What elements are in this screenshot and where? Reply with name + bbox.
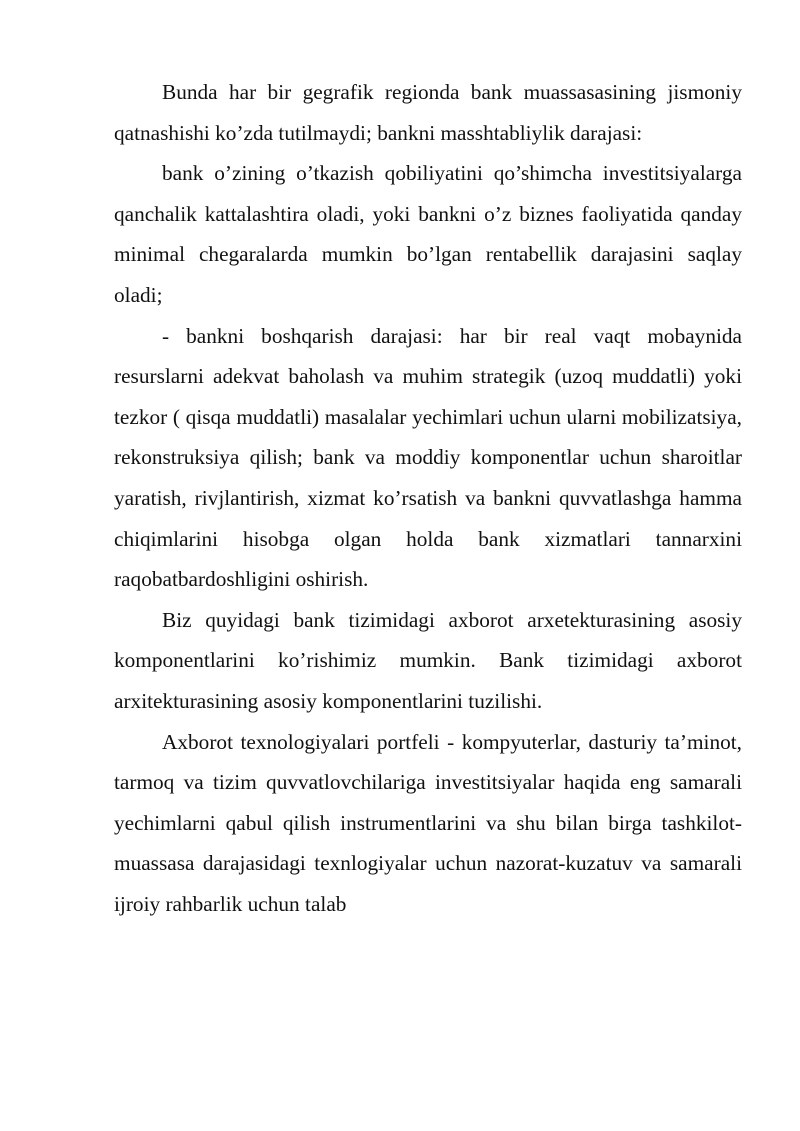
paragraph-bank-scalability: bank o’zining o’tkazish qobiliyatini qo’shimcha investitsiyalarga qanchalik kattalashtira oladi, yoki bankni o’z biznes faoliyatida qanday minimal chegaralarda mumkin bo’lgan rentabellik darajasini saqlay oladi; <box>114 161 742 307</box>
document-page <box>114 72 742 924</box>
paragraph-bank-presence: Bunda har bir gegrafik regionda bank muassasasining jismoniy qatnashishi ko’zda tutilmaydi; bankni masshtabliylik darajasi: <box>114 80 742 145</box>
paragraph-bank-management-level: - bankni boshqarish darajasi: har bir real vaqt mobaynida resurslarni adekvat baholash va muhim strategik (uzoq muddatli) yoki tezkor ( qisqa muddatli) masalalar yechimlari uchun ularni mobilizatsiya, rekonstruksiya qilish; bank va moddiy komponentlar uchun sharoitlar yaratish, rivjlantirish, xizmat ko’rsatish va bankni quvvatlashga hamma chiqimlarini hisobga olgan holda bank xizmatlari tannarxini raqobatbardoshligini oshirish. <box>114 323 742 592</box>
paragraph-it-portfolio: Axborot texnologiyalari portfeli - kompyuterlar, dasturiy ta’minot, tarmoq va tizim quvvatlovchilariga investitsiyalar haqida eng samarali yechimlarni qabul qilish instrumentlarini va shu bilan birga tashkilot-muassasa darajasidagi texnlogiyalar uchun nazorat-kuzatuv va samarali ijroiy rahbarlik uchun talab <box>114 729 742 916</box>
paragraph-information-architecture: Biz quyidagi bank tizimidagi axborot arxetekturasining asosiy komponentlarini ko’rishimiz mumkin. Bank tizimidagi axborot arxitekturasining asosiy komponentlarini tuzilishi. <box>114 607 742 713</box>
